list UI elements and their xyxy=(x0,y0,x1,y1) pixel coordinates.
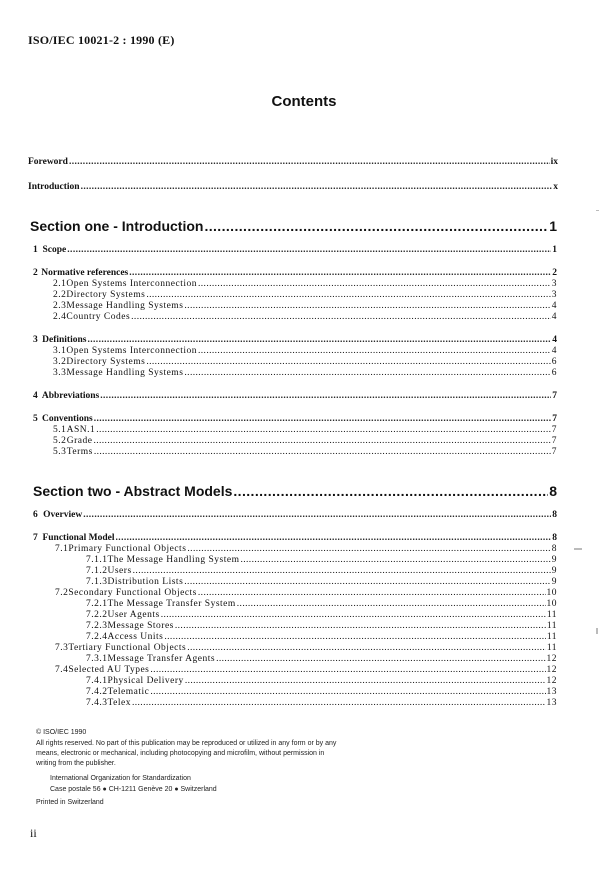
toc-page: 7 xyxy=(551,425,557,435)
toc-num: 6 xyxy=(33,510,38,520)
leader-dots xyxy=(204,218,548,234)
running-header: ISO/IEC 10021-2 : 1990 (E) xyxy=(28,33,175,47)
toc-entry-5-1[interactable] xyxy=(53,425,557,436)
leader-dots xyxy=(116,533,552,544)
toc-label: Secondary Functional Objects xyxy=(68,588,197,598)
toc-page: x xyxy=(553,182,558,192)
toc-page: 7 xyxy=(552,391,557,401)
toc-page: 9 xyxy=(551,555,557,565)
leader-dots xyxy=(133,566,551,577)
toc-label: Foreword xyxy=(28,157,68,167)
toc-entry-1[interactable] xyxy=(33,245,557,256)
toc-label: Message Handling Systems xyxy=(66,301,184,311)
leader-dots xyxy=(132,698,546,709)
toc-label: Terms xyxy=(66,447,93,457)
leader-dots xyxy=(216,654,545,665)
toc-label: Overview xyxy=(43,510,83,520)
toc-label: Country Codes xyxy=(66,312,131,322)
toc-num: 7.3 xyxy=(55,643,69,653)
toc-page: 4 xyxy=(551,312,557,322)
leader-dots xyxy=(175,621,546,632)
toc-entry-3-3[interactable] xyxy=(53,368,557,379)
leader-dots xyxy=(198,588,546,599)
toc-entry-7-2-4[interactable] xyxy=(86,632,557,643)
leader-dots xyxy=(67,245,551,256)
toc-label: Distribution Lists xyxy=(107,577,184,587)
toc-label: Conventions xyxy=(42,414,93,424)
toc-section-two[interactable] xyxy=(33,483,557,499)
toc-page: 12 xyxy=(546,676,557,686)
toc-num: 7.1.3 xyxy=(86,577,108,587)
leader-dots xyxy=(161,610,546,621)
toc-num: 5 xyxy=(33,414,38,424)
toc-entry-7-1[interactable] xyxy=(55,544,557,555)
leader-dots xyxy=(240,555,550,566)
rights-line-3: writing from the publisher. xyxy=(36,760,116,767)
leader-dots xyxy=(233,483,548,499)
leader-dots xyxy=(93,436,550,447)
toc-entry-introduction[interactable] xyxy=(28,182,558,193)
leader-dots xyxy=(87,335,551,346)
scan-speck xyxy=(596,628,598,634)
leader-dots xyxy=(198,279,551,290)
toc-entry-7-4-2[interactable] xyxy=(86,687,557,698)
leader-dots xyxy=(94,447,551,458)
toc-label: Definitions xyxy=(42,335,87,345)
toc-label: Grade xyxy=(66,436,93,446)
toc-label: The Message Transfer System xyxy=(107,599,236,609)
toc-num: 7.1 xyxy=(55,544,69,554)
toc-label: Users xyxy=(107,566,132,576)
toc-num: 7.1.2 xyxy=(86,566,108,576)
toc-entry-5-3[interactable] xyxy=(53,447,557,458)
toc-page: 8 xyxy=(551,544,557,554)
toc-num: 7.2.1 xyxy=(86,599,108,609)
toc-entry-7-4-3[interactable] xyxy=(86,698,557,709)
toc-entry-3[interactable] xyxy=(33,335,557,346)
toc-num: 3.1 xyxy=(53,346,67,356)
toc-num: 3.3 xyxy=(53,368,67,378)
toc-label: Open Systems Interconnection xyxy=(66,279,197,289)
rights-line-2: means, electronic or mechanical, including photocopying and microfilm, without permission in xyxy=(36,750,325,757)
leader-dots xyxy=(94,414,552,425)
leader-dots xyxy=(100,391,551,402)
section-label: Section one - Introduction xyxy=(30,218,204,234)
toc-entry-2-1[interactable] xyxy=(53,279,557,290)
toc-page: 7 xyxy=(551,447,557,457)
leader-dots xyxy=(237,599,546,610)
leader-dots xyxy=(184,368,550,379)
toc-page: 12 xyxy=(546,665,557,675)
toc-entry-7-2-2[interactable] xyxy=(86,610,557,621)
toc-num: 7.2 xyxy=(55,588,69,598)
toc-entry-5[interactable] xyxy=(33,414,557,425)
toc-page: ix xyxy=(550,157,558,167)
toc-entry-2[interactable] xyxy=(33,268,557,279)
leader-dots xyxy=(146,290,550,301)
leader-dots xyxy=(131,312,551,323)
printed-in: Printed in Switzerland xyxy=(36,799,104,806)
toc-label: Open Systems Interconnection xyxy=(66,346,197,356)
toc-label: Physical Delivery xyxy=(107,676,184,686)
toc-label: The Message Handling System xyxy=(107,555,240,565)
toc-num: 2 xyxy=(33,268,38,278)
toc-page: 9 xyxy=(551,566,557,576)
toc-num: 2.1 xyxy=(53,279,67,289)
toc-page: 13 xyxy=(546,687,557,697)
toc-label: Introduction xyxy=(28,182,80,192)
leader-dots xyxy=(83,510,551,521)
toc-entry-3-2[interactable] xyxy=(53,357,557,368)
toc-num: 3.2 xyxy=(53,357,67,367)
toc-num: 7 xyxy=(33,533,38,543)
toc-entry-6[interactable] xyxy=(33,510,557,521)
toc-entry-7-2-1[interactable] xyxy=(86,599,557,610)
toc-num: 1 xyxy=(33,245,38,255)
page-number: ii xyxy=(30,826,37,840)
leader-dots xyxy=(150,665,545,676)
leader-dots xyxy=(129,268,551,279)
toc-num: 5.3 xyxy=(53,447,67,457)
toc-label: Tertiary Functional Objects xyxy=(68,643,187,653)
toc-page: 10 xyxy=(546,599,557,609)
toc-label: ASN.1 xyxy=(66,425,96,435)
rights-line-1: All rights reserved. No part of this publication may be reproduced or utilized in any form or by any xyxy=(36,740,337,747)
toc-label: Abbreviations xyxy=(41,391,100,401)
toc-page: 1 xyxy=(552,245,557,255)
toc-num: 2.4 xyxy=(53,312,67,322)
toc-page: 7 xyxy=(552,414,557,424)
toc-label: Directory Systems xyxy=(66,357,146,367)
toc-entry-7-1-1[interactable] xyxy=(86,555,557,566)
toc-num: 7.4.1 xyxy=(86,676,108,686)
toc-num: 7.4 xyxy=(55,665,69,675)
toc-page: 7 xyxy=(551,436,557,446)
toc-page: 11 xyxy=(546,643,557,653)
toc-label: Scope xyxy=(42,245,67,255)
scan-speck xyxy=(596,210,599,211)
leader-dots xyxy=(150,687,545,698)
toc-page: 8 xyxy=(552,533,557,543)
section-page: 1 xyxy=(549,218,557,234)
toc-num: 7.4.3 xyxy=(86,698,108,708)
leader-dots xyxy=(69,157,550,168)
leader-dots xyxy=(81,182,553,193)
organization-address: Case postale 56 ● CH-1211 Genève 20 ● Switzerland xyxy=(50,786,217,793)
toc-page: 4 xyxy=(552,335,557,345)
leader-dots xyxy=(187,544,550,555)
section-page: 8 xyxy=(549,483,557,499)
toc-label: Telex xyxy=(107,698,131,708)
page-title: Contents xyxy=(271,93,337,110)
toc-label: Message Stores xyxy=(107,621,174,631)
toc-entry-7-4[interactable] xyxy=(55,665,557,676)
toc-label: Telematic xyxy=(107,687,150,697)
toc-entry-7-3[interactable] xyxy=(55,643,557,654)
toc-label: Directory Systems xyxy=(66,290,146,300)
toc-num: 7.3.1 xyxy=(86,654,108,664)
toc-label: User Agents xyxy=(107,610,160,620)
toc-page: 6 xyxy=(551,368,557,378)
toc-entry-5-2[interactable] xyxy=(53,436,557,447)
toc-page: 10 xyxy=(546,588,557,598)
toc-page: 11 xyxy=(546,632,557,642)
toc-num: 5.2 xyxy=(53,436,67,446)
toc-page: 3 xyxy=(551,279,557,289)
leader-dots xyxy=(185,676,546,687)
leader-dots xyxy=(164,632,545,643)
toc-entry-7-3-1[interactable] xyxy=(86,654,557,665)
toc-page: 6 xyxy=(551,357,557,367)
toc-page: 8 xyxy=(552,510,557,520)
toc-num: 7.2.4 xyxy=(86,632,108,642)
leader-dots xyxy=(96,425,550,436)
toc-entry-4[interactable] xyxy=(33,391,557,402)
toc-label: Functional Model xyxy=(42,533,115,543)
toc-num: 2.2 xyxy=(53,290,67,300)
toc-label: Primary Functional Objects xyxy=(68,544,187,554)
toc-num: 7.4.2 xyxy=(86,687,108,697)
toc-label: Message Handling Systems xyxy=(66,368,184,378)
copyright-notice: © ISO/IEC 1990 xyxy=(36,729,87,736)
toc-num: 7.2.3 xyxy=(86,621,108,631)
toc-label: Selected AU Types xyxy=(68,665,150,675)
toc-num: 7.2.2 xyxy=(86,610,108,620)
toc-entry-2-2[interactable] xyxy=(53,290,557,301)
leader-dots xyxy=(198,346,551,357)
toc-num: 2.3 xyxy=(53,301,67,311)
toc-entry-2-4[interactable] xyxy=(53,312,557,323)
leader-dots xyxy=(184,577,550,588)
toc-num: 3 xyxy=(33,335,38,345)
toc-page: 2 xyxy=(552,268,557,278)
toc-num: 7.1.1 xyxy=(86,555,108,565)
toc-num: 5.1 xyxy=(53,425,67,435)
section-label: Section two - Abstract Models xyxy=(33,483,233,499)
toc-entry-7[interactable] xyxy=(33,533,557,544)
toc-page: 3 xyxy=(551,290,557,300)
toc-entry-7-1-2[interactable] xyxy=(86,566,557,577)
toc-page: 4 xyxy=(551,346,557,356)
toc-entry-foreword[interactable] xyxy=(28,157,558,168)
toc-num: 4 xyxy=(33,391,38,401)
toc-section-one[interactable] xyxy=(30,218,557,234)
toc-entry-7-2-3[interactable] xyxy=(86,621,557,632)
toc-entry-7-1-3[interactable] xyxy=(86,577,557,588)
toc-label: Message Transfer Agents xyxy=(107,654,216,664)
toc-page: 4 xyxy=(551,301,557,311)
leader-dots xyxy=(187,643,546,654)
toc-page: 12 xyxy=(546,654,557,664)
toc-page: 13 xyxy=(546,698,557,708)
toc-entry-7-4-1[interactable] xyxy=(86,676,557,687)
toc-entry-7-2[interactable] xyxy=(55,588,557,599)
scan-speck xyxy=(574,548,582,550)
toc-page: 11 xyxy=(546,621,557,631)
toc-entry-3-1[interactable] xyxy=(53,346,557,357)
toc-label: Access Units xyxy=(107,632,164,642)
leader-dots xyxy=(184,301,550,312)
toc-label: Normative references xyxy=(41,268,129,278)
toc-page: 11 xyxy=(546,610,557,620)
organization-name: International Organization for Standardization xyxy=(50,775,191,782)
toc-entry-2-3[interactable] xyxy=(53,301,557,312)
toc-page: 9 xyxy=(551,577,557,587)
leader-dots xyxy=(146,357,550,368)
